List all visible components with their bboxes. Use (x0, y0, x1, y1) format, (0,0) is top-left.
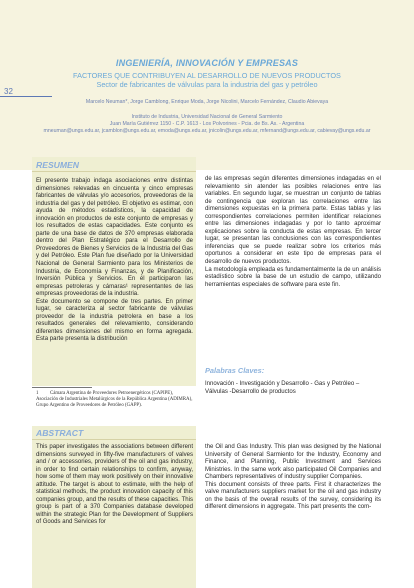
resumen-paragraph: El presente trabajo indaga asociaciones entre distintas dimensiones relevadas en cincuenta y cinco empresas fabricantes de válvulas y/o accesorios, proveedoras de la industria del gas y del petróleo. El objetivo es estimar, con ayuda de métodos estadísticos, la capacidad de innovación en productos de este conjunto de empresas y los resultados de estas capacidades. Este conjunto es parte de una base de datos de 370 empresas elaborada dentro del Plan Estratégico para el Desarrollo de Proveedores de Bienes y Servicios de la Industria del Gas y del Petróleo. Este Plan fue diseñado por la Universidad Nacional de General Sarmiento para los Ministerios de Industria, de Economía y Finanzas, y de Planificación, Inversión Pública y Servicios. En él participaron las empresas petroleras y cámaras¹ representantes de las empresas proveedoras de la industria. (36, 178, 193, 298)
footnote-text: Cámara Argentina de Proveedores Petroenergéticos (CAPIPE), Asociación de Industriales Metalúrgicos de la República Argentina (ADIMRA), Grupo Argentino de Proveedores de Petróleo (GAPP). (36, 391, 193, 409)
abstract-left-column (36, 444, 193, 527)
keywords-text: Innovación - Investigación y Desarrollo - Gas y Petróleo – Válvulas -Desarrollo de productos (205, 381, 360, 395)
footnote-rule (32, 387, 92, 388)
page-number-rule (0, 96, 52, 97)
abstract-paragraph: This paper investigates the associations between different dimensions surveyed in fifty-five manufacturers of valves and / or accessories, providers of the oil and gas industry, in order to find certain relationships to confirm, anyway, how some of them may work positively on their innovative attitude. The target is about to estimate, with the help of statistical methods, the product innovation capacity of this companies group, and the results of these capacities. This group is part of a 370 Companies database developed within the strategic Plan for the Development of Suppliers of Goods and Services for (36, 444, 193, 526)
abstract-heading: ABSTRACT (36, 428, 84, 438)
resumen-paragraph: La metodología empleada es fundamentalmente la de un análisis estadístico sobre la base de un estudio de campo, utilizando herramientas especiales de software para este fin. (205, 266, 381, 288)
author-list: Marcelo Neuman*, Jorge Camblong, Enrique Moda, Jorge Nicolini, Marcelo Fernández, Claudio Abievaya (85, 99, 329, 105)
affiliation-institute: Instituto de Industria, Universidad Nacional de General Sarmiento (131, 114, 283, 120)
resumen-paragraph: Este documento se compone de tres partes. En primer lugar, se caracteriza al sector fabricante de válvulas proveedor de la industria petrolera en base a los resultados generales del relevamiento, considerando diferentes dimensiones del mismo en forma agregada. Esta parte presenta la distribución (36, 298, 193, 343)
page-number: 32 (4, 87, 13, 96)
abstract-paragraph: the Oil and Gas Industry. This plan was designed by the National University of General Sarmiento for the Industry, Economy and Finance, and Planning, Public Investment and Services Ministries. In the same work also participated Oil Companies and Chambers representatives of industry supplier Companies. (205, 444, 381, 481)
abstract-right-column (205, 444, 381, 512)
footnote (36, 391, 196, 409)
abstract-paragraph: This document consists of three parts. First it characterizes the valve manufacturers suppliers market for the oil and gas industry on the basis of the overall results of the survey, considering its different dimensions in aggregate. This part presents the com- (205, 481, 381, 511)
resumen-right-column (205, 176, 381, 289)
resumen-left-column (36, 178, 193, 344)
article-title: FACTORES QUE CONTRIBUYEN AL DESARROLLO DE NUEVOS PRODUCTOS (73, 71, 341, 80)
footnote-number: 1 (36, 391, 39, 396)
resumen-paragraph: de las empresas según diferentes dimensiones indagadas en el relevamiento sin atender las posibles relaciones entre las variables. En segundo lugar, se muestran un conjunto de tablas de contingencia que exploran las correlaciones entre las dimensiones expuestas en la primera parte. Estas tablas y las correspondientes correlaciones permiten identificar relaciones entre las dimensiones indagadas y por lo tanto aproximar explicaciones sobre la conducta de estas empresas. En tercer lugar, se presentan las conclusiones con las correspondientes inferencias que se puede realizar sobre los criterios más oportunos a considerar en este tipo de empresas para el desarrollo de nuevos productos. (205, 176, 381, 266)
abstract-heading-rule (32, 439, 196, 440)
resumen-heading-rule (32, 171, 196, 172)
section-heading: INGENIERÍA, INNOVACIÓN Y EMPRESAS (115, 58, 299, 68)
resumen-heading: RESUMEN (36, 160, 79, 170)
affiliation-emails: mneuman@ungs.edu.ar, jcamblon@ungs.edu.ar, emoda@ungs.edu.ar, jnicolin@ungs.edu.ar, mfernand@ungs.edu.ar, cabievay@ungs.edu.ar (43, 128, 371, 134)
keywords-heading: Palabras Claves: (205, 366, 265, 375)
affiliation-address: Juan María Gutiérrez 1150 - C.P. 1613 - Los Polvorines - Pcia. de Bs. As. - Argentina (109, 121, 305, 127)
affiliation-block (0, 114, 414, 135)
article-subtitle: Sector de fabricantes de válvulas para la industria del gas y petróleo (96, 79, 318, 89)
